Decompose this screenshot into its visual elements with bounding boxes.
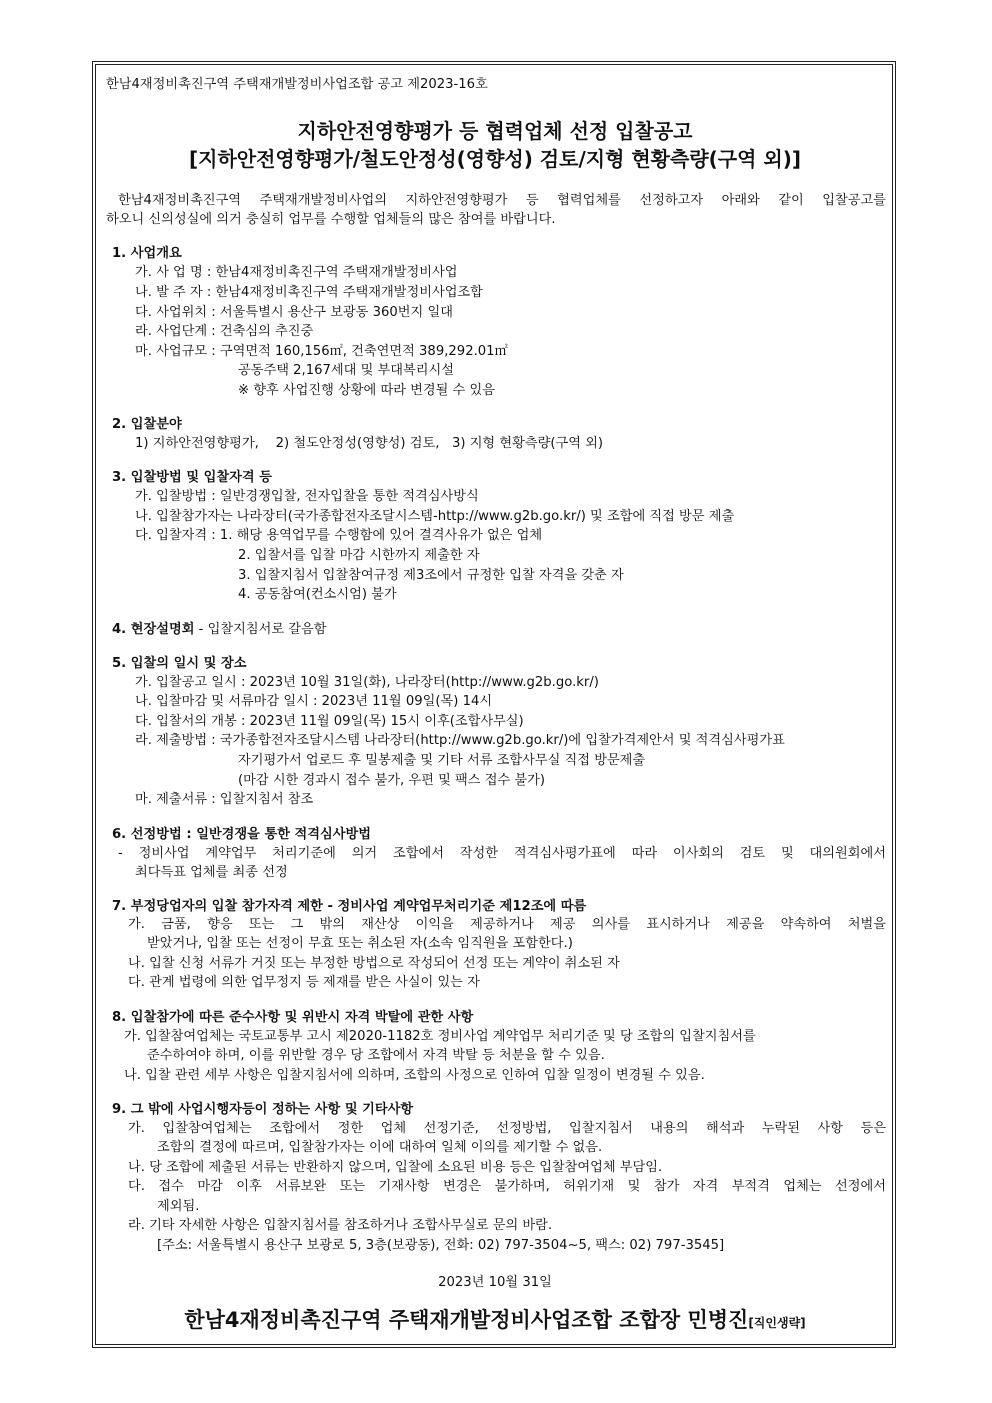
section-9-address: [주소: 서울특별시 용산구 보광로 5, 3층(보광동), 전화: 02) 797-3504~5, 팩스: 02) 797-3545] <box>157 1238 725 1253</box>
section-4-heading: 4. 현장설명회 <box>112 622 195 637</box>
section-1-item-a: 가. 사 업 명 : 한남4재정비촉진구역 주택재개발정비사업 <box>135 265 458 280</box>
section-5-item-d: 라. 제출방법 : 국가종합전자조달시스템 나라장터(http://www.g2b.go.kr/)에 입찰가격제안서 및 적격심사평가표 <box>135 733 785 748</box>
section-3-item-c: 다. 입찰자격 : 1. 해당 용역업무를 수행함에 있어 결격사유가 없은 업체 <box>135 528 543 543</box>
section-9-item-b: 나. 당 조합에 제출된 서류는 반환하지 않으며, 입찰에 소요된 비용 등은 입찰참여업체 부담임. <box>128 1160 663 1175</box>
title-line-1: 지하안전영향평가 등 협력업체 선정 입찰공고 <box>297 119 693 143</box>
section-8-item-b: 나. 입찰 관련 세부 사항은 입찰지침서에 의하며, 조합의 사정으로 인하여 입찰 일정이 변경될 수 있음. <box>124 1068 705 1083</box>
section-3-item-c-3: 3. 입찰지침서 입찰참여규정 제3조에서 규정한 입찰 자격을 갖춘 자 <box>238 568 624 583</box>
intro-line-2: 하오니 신의성실에 의거 충실히 업무를 수행할 업체들의 많은 참여를 바랍니다. <box>106 212 556 227</box>
section-1-item-c: 다. 사업위치 : 서울특별시 용산구 보광동 360번지 일대 <box>135 305 453 320</box>
section-9-item-d: 라. 기타 자세한 사항은 입찰지침서를 참조하거나 조합사무실로 문의 바람. <box>128 1218 553 1233</box>
section-8-item-a: 가. 입찰참여업체는 국토교통부 고시 제2020-1182호 정비사업 계약업무 처리기준 및 당 조합의 입찰지침서를 <box>124 1029 756 1044</box>
section-9-item-a-cont: 조합의 결정에 따르며, 입찰참가자는 이에 대하여 일체 이의를 제기할 수 없음. <box>157 1140 603 1155</box>
section-6-line-2: 최다득표 업체를 최종 선정 <box>135 865 288 880</box>
section-3-item-b: 나. 입찰참가자는 나라장터(국가종합전자조달시스템-http://www.g2b.go.kr/) 및 조합에 직접 방문 제출 <box>135 509 735 524</box>
signature-line <box>100 1304 890 1334</box>
section-5-item-b: 나. 입찰마감 및 서류마감 일시 : 2023년 11월 09일(목) 14시 <box>135 694 493 709</box>
section-3-item-c-4: 4. 공동참여(컨소시엄) 불가 <box>238 587 397 602</box>
section-3-item-c-2: 2. 입찰서를 입찰 마감 시한까지 제출한 자 <box>238 548 480 563</box>
section-7-item-b: 나. 입찰 신청 서류가 거짓 또는 부정한 방법으로 작성되어 선정 또는 계약이 취소된 자 <box>128 956 620 971</box>
section-2-items: 1) 지하안전영향평가, 2) 철도안정성(영향성) 검토, 3) 지형 현황측량(구역 외) <box>135 436 604 451</box>
section-7-item-c: 다. 관계 법령에 의한 업무정지 등 제재를 받은 사실이 있는 자 <box>128 975 480 990</box>
section-1-item-e-cont: 공동주택 2,167세대 및 부대복리시설 <box>238 363 454 378</box>
section-5-item-c: 다. 입찰서의 개봉 : 2023년 11월 09일(목) 15시 이후(조합사무실) <box>135 714 524 729</box>
section-5-item-e: 마. 제출서류 : 입찰지침서 참조 <box>135 792 314 807</box>
section-1-note: ※ 향후 사업진행 상황에 따라 변경될 수 있음 <box>238 383 495 398</box>
section-1-item-e: 마. 사업규모 : 구역면적 160,156㎡, 건축연면적 389,292.01㎡ <box>135 344 508 359</box>
section-5-item-a: 가. 입찰공고 일시 : 2023년 10월 31일(화), 나라장터(http://www.g2b.go.kr/) <box>135 675 599 690</box>
section-5-item-d-3: (마감 시한 경과시 접수 불가, 우편 및 팩스 접수 불가) <box>238 773 545 788</box>
section-4-text: - 입찰지침서로 갈음함 <box>194 622 327 637</box>
section-9-item-a: 가. 입찰참여업체는 조합에서 정한 업체 선정기준, 선정방법, 입찰지침서 내용의 해석과 누락된 사항 등은 <box>128 1121 886 1136</box>
section-7-heading: 7. 부정당업자의 입찰 참가자격 제한 - 정비사업 계약업무처리기준 제12조에 따름 <box>112 899 587 914</box>
section-5-item-d-2: 자기평가서 업로드 후 밀봉제출 및 기타 서류 조합사무실 직접 방문제출 <box>238 753 646 768</box>
section-1-heading: 1. 사업개요 <box>112 246 182 261</box>
section-4 <box>112 621 326 639</box>
title-line-2: [지하안전영향평가/철도안정성(영향성) 검토/지형 현황측량(구역 외)] <box>189 147 801 171</box>
notice-date: 2023년 10월 31일 <box>438 1275 552 1290</box>
section-9-heading: 9. 그 밖에 사업시행자등이 정하는 사항 및 기타사항 <box>112 1102 414 1117</box>
section-3-item-a: 가. 입찰방법 : 일반경쟁입찰, 전자입찰을 통한 적격심사방식 <box>135 489 479 504</box>
section-1-item-d: 라. 사업단계 : 건축심의 추진중 <box>135 324 314 339</box>
intro-line-1: 한남4재정비촉진구역 주택재개발정비사업의 지하안전영향평가 등 협력업체를 선정하고자 아래와 같이 입찰공고를 <box>118 193 886 208</box>
section-2-heading: 2. 입찰분야 <box>112 417 182 432</box>
section-6-heading: 6. 선정방법 : 일반경쟁을 통한 적격심사방법 <box>112 827 371 842</box>
section-8-item-a-cont: 준수하여야 하며, 이를 위반할 경우 당 조합에서 자격 박탈 등 처분을 할 수 있음. <box>147 1048 605 1063</box>
section-8-heading: 8. 입찰참가에 따른 준수사항 및 위반시 자격 박탈에 관한 사항 <box>112 1010 474 1025</box>
section-7-item-a: 가. 금품, 향응 또는 그 밖의 재산상 이익을 제공하거나 제공 의사를 표시하거나 제공을 약속하여 처벌을 <box>128 917 886 932</box>
notice-number: 한남4재정비촉진구역 주택재개발정비사업조합 공고 제2023-16호 <box>106 77 488 92</box>
seal-note: [직인생략] <box>748 1316 806 1330</box>
section-3-heading: 3. 입찰방법 및 입찰자격 등 <box>112 470 272 485</box>
section-9-item-c: 다. 접수 마감 이후 서류보완 또는 기재사항 변경은 불가하며, 허위기재 및 참가 자격 부적격 업체는 선정에서 <box>128 1179 886 1194</box>
section-7-item-a-cont: 받았거나, 입찰 또는 선정이 무효 또는 취소된 자(소속 임직원을 포함한다.) <box>147 936 573 951</box>
signatory: 한남4재정비촉진구역 주택재개발정비사업조합 조합장 민병진 <box>184 1308 749 1332</box>
section-1-item-b: 나. 발 주 자 : 한남4재정비촉진구역 주택재개발정비사업조합 <box>135 285 483 300</box>
section-9-item-c-cont: 제외됨. <box>157 1199 200 1214</box>
section-5-heading: 5. 입찰의 일시 및 장소 <box>112 656 247 671</box>
section-6-line-1: - 정비사업 계약업무 처리기준에 의거 조합에서 작성한 적격심사평가표에 따라 이사회의 검토 및 대의원회에서 <box>118 846 886 861</box>
